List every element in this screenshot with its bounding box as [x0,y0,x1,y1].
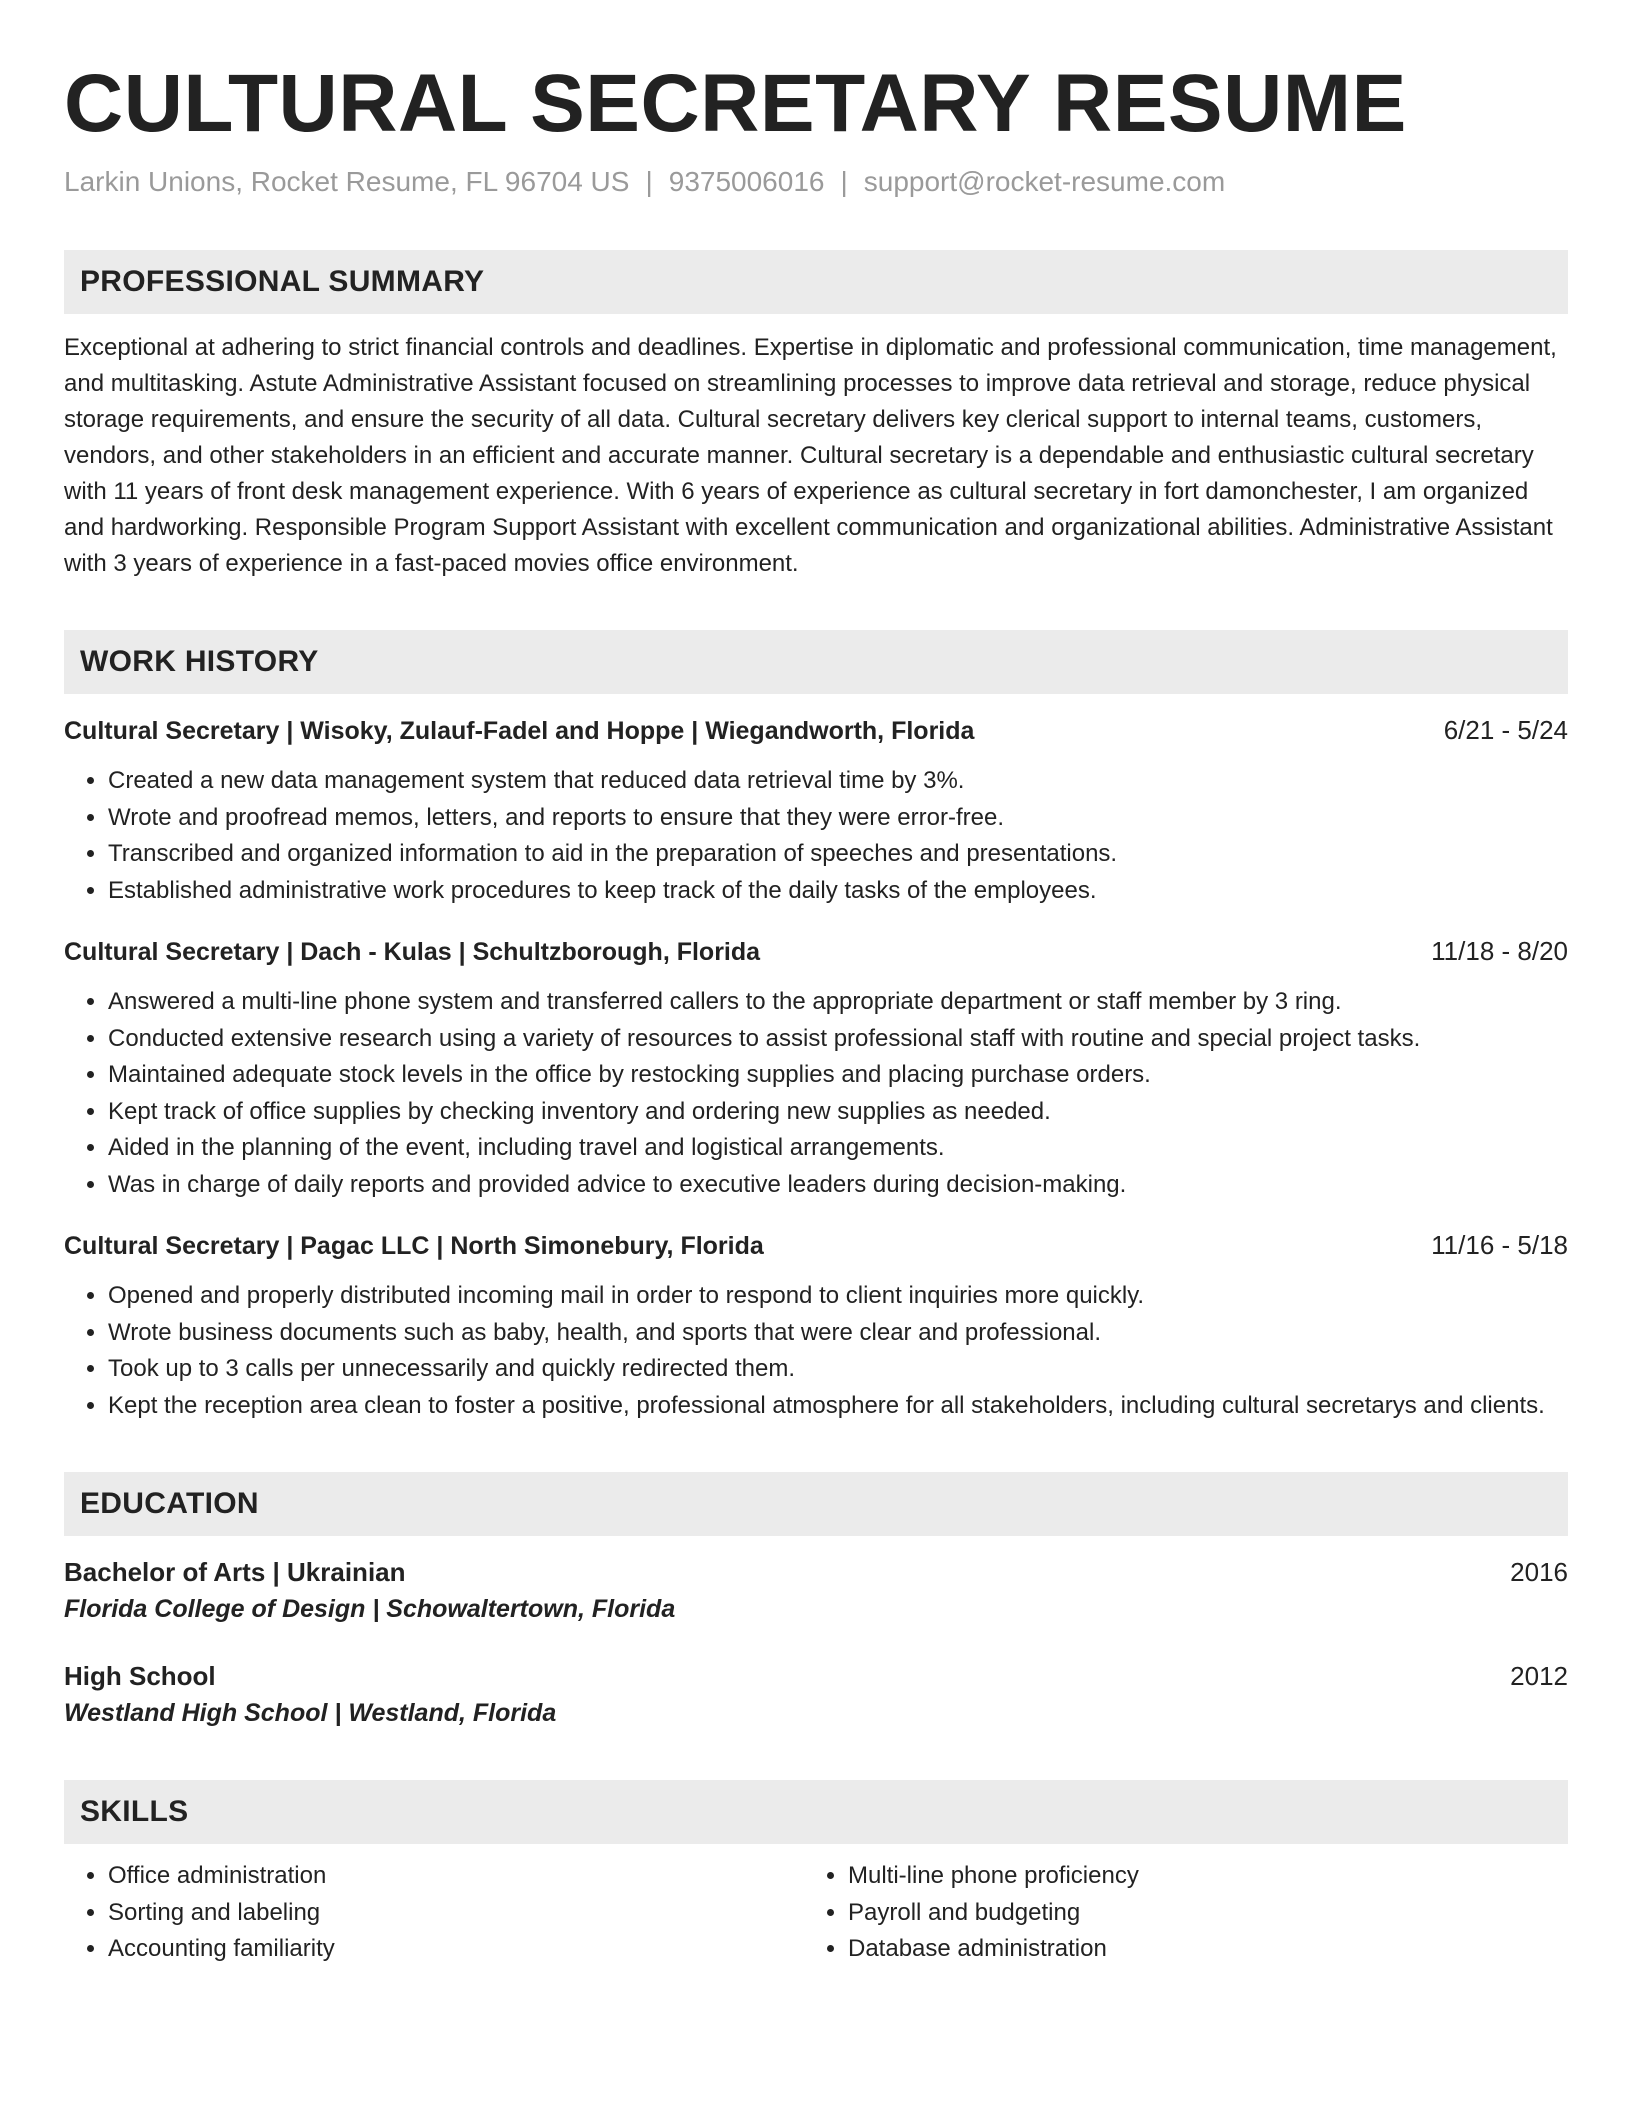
contact-separator: | [645,166,653,197]
contact-separator: | [840,166,848,197]
contact-line [64,164,1568,200]
skills-list [64,1858,1568,1968]
job-title: Cultural Secretary | Pagac LLC | North Simonebury, Florida [64,1232,764,1260]
job-header [64,712,1568,749]
job-entry [64,1227,1568,1424]
job-bullets [64,984,1568,1203]
job-dates: 11/18 - 8/20 [1431,936,1568,966]
job-bullet: • Maintained adequate stock levels in the office by restocking supplies and placing purchase orders. [108,1057,1568,1094]
summary-text: Exceptional at adhering to strict financial controls and deadlines. Expertise in diplomatic and professional communication, time management, and multitasking. Astute Administrative Assistant focused on streamlining processes to improve data retrieval and storage, reduce physical storage requirements, and ensure the security of all data. Cultural secretary delivers key clerical support to internal teams, customers, vendors, and other stakeholders in an efficient and accurate manner. Cultural secretary is a dependable and enthusiastic cultural secretary with 11 years of front desk management experience. With 6 years of experience as cultural secretary in fort damonchester, I am organized and hardworking. Responsible Program Support Assistant with excellent communication and organizational abilities. Administrative Assistant with 3 years of experience in a fast-paced movies office environment. [64,334,1557,577]
job-bullets [64,763,1568,909]
education-year: 2012 [1510,1661,1568,1691]
skill-item: • Payroll and budgeting [848,1895,1544,1932]
education-year: 2016 [1510,1557,1568,1587]
job-dates: 11/16 - 5/18 [1431,1230,1568,1260]
job-header [64,1227,1568,1264]
skills-column-right [804,1858,1544,1968]
education-entry [64,1658,1568,1732]
job-entry [64,933,1568,1203]
job-header [64,933,1568,970]
job-entry [64,712,1568,909]
job-bullet: • Wrote business documents such as baby, health, and sports that were clear and professional. [108,1315,1568,1352]
job-bullet: • Established administrative work procedures to keep track of the daily tasks of the employees. [108,873,1568,910]
skill-item: • Multi-line phone proficiency [848,1858,1544,1895]
education-degree: Bachelor of Arts | Ukrainian [64,1557,406,1587]
job-bullet: • Transcribed and organized information to aid in the preparation of speeches and presentations. [108,836,1568,873]
job-bullet: • Opened and properly distributed incoming mail in order to respond to client inquiries more quickly. [108,1278,1568,1315]
job-bullet: • Created a new data management system that reduced data retrieval time by 3%. [108,763,1568,800]
job-title: Cultural Secretary | Dach - Kulas | Schultzborough, Florida [64,938,761,966]
job-bullet: • Wrote and proofread memos, letters, and reports to ensure that they were error-free. [108,800,1568,837]
section-header-education: EDUCATION [64,1472,1568,1536]
contact-email: support@rocket-resume.com [863,166,1226,197]
skill-item: • Database administration [848,1931,1544,1968]
skill-item: • Office administration [108,1858,804,1895]
job-bullet: • Kept track of office supplies by checking inventory and ordering new supplies as needed. [108,1094,1568,1131]
page-title: CULTURAL SECRETARY RESUME [64,58,1407,149]
skill-item: • Sorting and labeling [108,1895,804,1932]
education-degree: High School [64,1661,216,1691]
skill-item: • Accounting familiarity [108,1931,804,1968]
education-entry [64,1554,1568,1628]
section-header-skills: SKILLS [64,1780,1568,1844]
job-bullet: • Kept the reception area clean to foster a positive, professional atmosphere for all stakeholders, including cultural secretarys and clients. [108,1388,1568,1425]
education-school: Westland High School | Westland, Florida [64,1699,557,1727]
job-bullet: • Aided in the planning of the event, including travel and logistical arrangements. [108,1130,1568,1167]
job-bullet: • Conducted extensive research using a variety of resources to assist professional staff with routine and special project tasks. [108,1021,1568,1058]
job-bullet: • Answered a multi-line phone system and transferred callers to the appropriate department or staff member by 3 ring. [108,984,1568,1021]
skills-column-left [64,1858,804,1968]
section-header-work-history: WORK HISTORY [64,630,1568,694]
job-dates: 6/21 - 5/24 [1443,715,1568,745]
job-bullet: • Took up to 3 calls per unnecessarily and quickly redirected them. [108,1351,1568,1388]
job-title: Cultural Secretary | Wisoky, Zulauf-Fadel and Hoppe | Wiegandworth, Florida [64,717,975,745]
contact-phone: 9375006016 [668,166,825,197]
education-header [64,1658,1568,1694]
contact-address: Larkin Unions, Rocket Resume, FL 96704 US [64,166,630,197]
education-header [64,1554,1568,1590]
job-bullet: • Was in charge of daily reports and provided advice to executive leaders during decision-making. [108,1167,1568,1204]
education-school: Florida College of Design | Schowaltertown, Florida [64,1595,676,1623]
job-bullets [64,1278,1568,1424]
section-header-summary: PROFESSIONAL SUMMARY [64,250,1568,314]
